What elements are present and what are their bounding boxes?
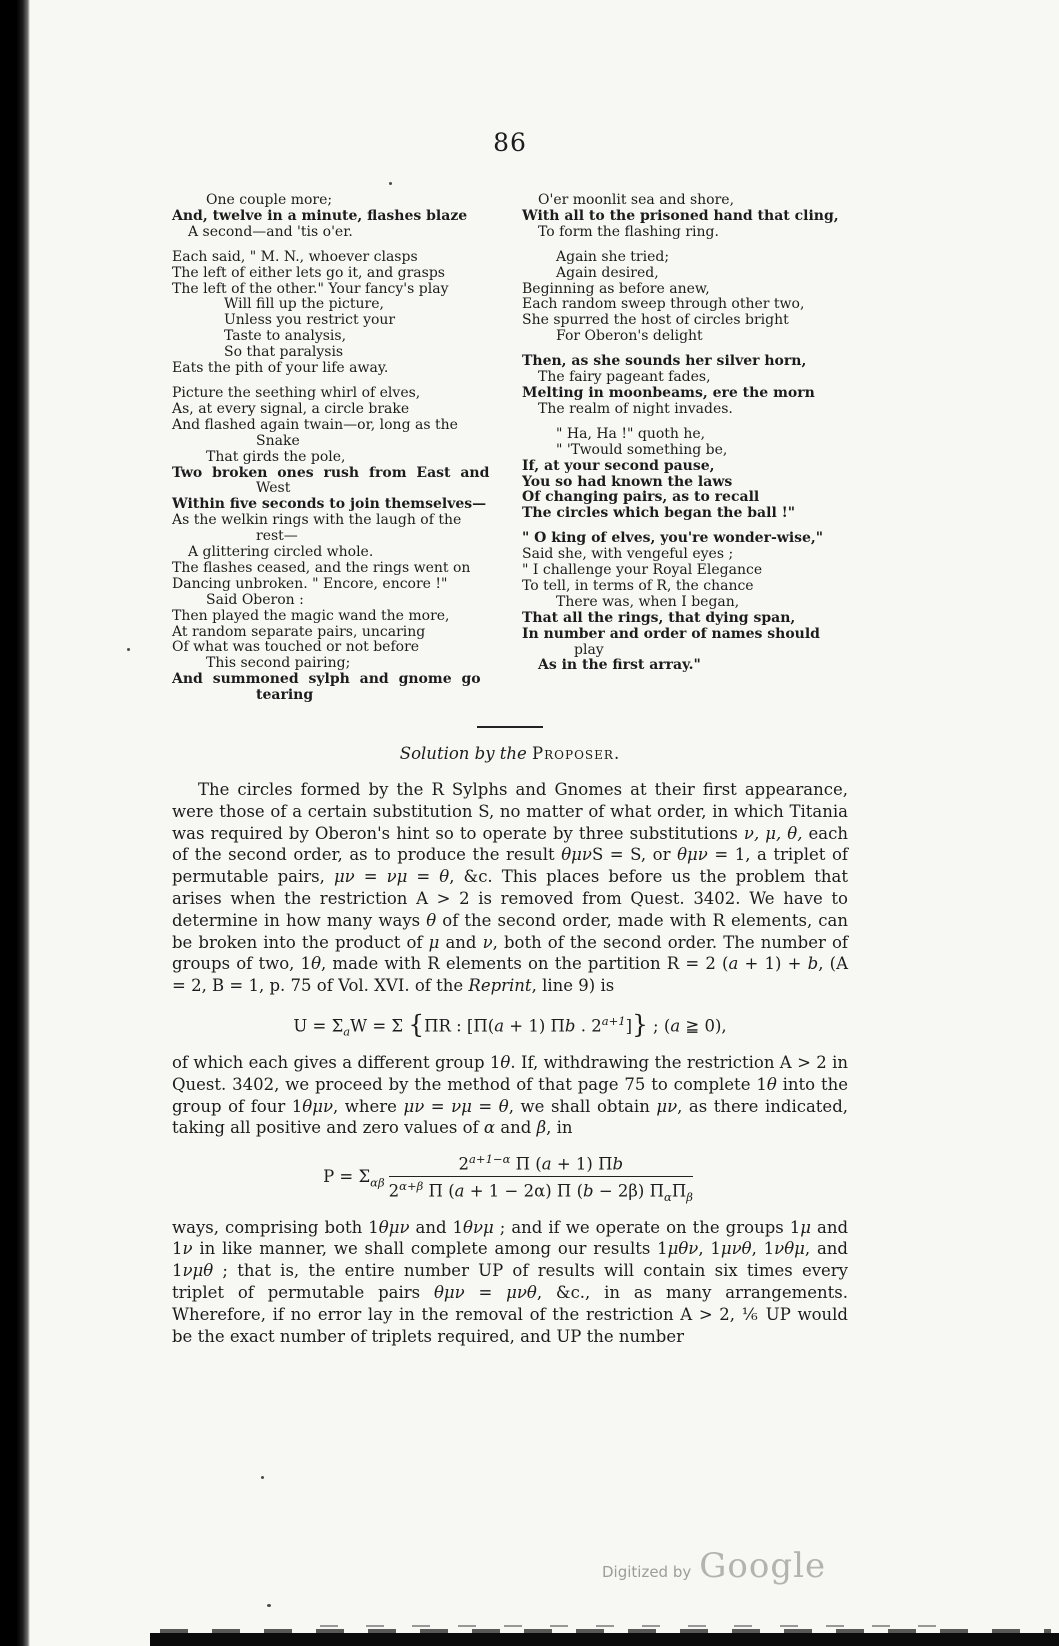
poem-line: That all the rings, that dying span, <box>522 609 796 626</box>
poem-line: tearing <box>256 687 314 704</box>
poem-line: Will fill up the picture, <box>224 296 384 313</box>
scan-speck <box>127 648 130 651</box>
poem-line: Said Oberon : <box>206 591 304 608</box>
poem-line: Melting in moonbeams, ere the morn <box>522 384 815 401</box>
poem-line: West <box>256 480 291 497</box>
poem-line: This second pairing; <box>206 655 351 672</box>
poem-line: Beginning as before anew, <box>522 280 710 297</box>
poem-line: Each said, " M. N., whoever clasps <box>172 248 418 265</box>
poem-line: O'er moonlit sea and shore, <box>538 192 735 208</box>
poem-line: As in the first array." <box>538 657 701 674</box>
poem-line: Snake <box>256 432 300 449</box>
poem-line: Dancing unbroken. " Encore, encore !" <box>172 575 448 592</box>
poem-left-column <box>172 193 498 704</box>
poem-line: Unless you restrict your <box>224 312 396 329</box>
poem-line: One couple more; <box>206 192 333 208</box>
google-watermark <box>602 1546 826 1586</box>
poem-line: With all to the prisoned hand that cling, <box>522 207 839 224</box>
poem-line: Of changing pairs, as to recall <box>522 489 760 506</box>
poem-line: The left of either lets go it, and grasps <box>172 264 445 281</box>
poem-line: Within five seconds to join themselves— <box>172 496 487 513</box>
poem-line: " 'Twould something be, <box>556 441 728 458</box>
poem-line: As, at every signal, a circle brake <box>172 400 410 417</box>
poem-line: A glittering circled whole. <box>188 544 374 561</box>
solution-heading <box>172 744 848 763</box>
scan-speck <box>389 182 392 185</box>
poem-line: There was, when I began, <box>556 593 740 610</box>
poem-line: Each random sweep through other two, <box>522 296 805 313</box>
poem-line: " I challenge your Royal Elegance <box>522 562 763 579</box>
poem-line: She spurred the host of circles bright <box>522 312 789 329</box>
poem-line: Two broken ones rush from East and <box>172 464 490 481</box>
poem-line: The fairy pageant fades, <box>538 369 711 386</box>
solution-heading-italic: Solution by the <box>399 744 533 764</box>
poem-line: play <box>574 641 604 658</box>
poem-line: rest— <box>256 528 298 545</box>
poem-line: To form the flashing ring. <box>538 223 719 240</box>
left-scan-edge <box>0 0 30 1646</box>
poem-line: In number and order of names should <box>522 625 820 642</box>
poem-line: At random separate pairs, uncaring <box>172 623 426 640</box>
scan-speck <box>267 1604 271 1607</box>
poem-line: And flashed again twain—or, long as the <box>172 416 458 433</box>
google-logo: Google <box>699 1546 827 1586</box>
poem-line: " Ha, Ha !" quoth he, <box>556 425 706 442</box>
equation-2-fraction <box>389 1152 693 1203</box>
poem-line: So that paralysis <box>224 344 344 361</box>
poem-line: Said she, with vengeful eyes ; <box>522 546 734 563</box>
equation-2-numerator: $2^{a+1-\alpha}$ Π (a + 1) Πb <box>389 1152 693 1177</box>
equation-2-denominator: $2^{\alpha+\beta}$ Π (a + 1 − 2α) Π (b − 2β) $\Pi_\alpha\Pi_\beta$ <box>388 1178 693 1204</box>
poem-line: As the welkin rings with the laugh of the <box>172 512 462 529</box>
poem-line: The circles which began the ball !" <box>522 505 796 522</box>
poem-line: Of what was touched or not before <box>172 639 420 656</box>
poem-line: The realm of night invades. <box>538 400 733 417</box>
poem-line: And summoned sylph and gnome go <box>172 671 481 688</box>
poem-line: For Oberon's delight <box>556 328 703 345</box>
equation-2 <box>172 1152 848 1203</box>
poem-right-column <box>522 193 848 704</box>
poem-line: A second—and 'tis o'er. <box>188 223 353 240</box>
solution-paragraph-2: of which each gives a different group 1θ. If, withdrawing the restriction A > 2 in Quest. 3402, we proceed by the method of that page 75 to complete 1θ into the group of four 1θμν, where μν = νμ = θ, we shall obtain μν, as there indicated, taking all positive and zero values of α and β, in <box>172 1053 849 1138</box>
scan-speck <box>261 1476 264 1479</box>
poem-line: Then, as she sounds her silver horn, <box>522 353 807 370</box>
poem-line: Eats the pith of your life away. <box>172 360 389 377</box>
bottom-scan-edge <box>150 1633 1059 1646</box>
digitized-by-label: Digitized by <box>602 1563 692 1581</box>
bottom-scan-artifact <box>320 1625 939 1627</box>
equation-2-lhs: $P = \Sigma_{\alpha\beta}$ <box>323 1167 385 1190</box>
poem-line: Again she tried; <box>556 248 670 265</box>
poem-line: Again desired, <box>556 264 659 281</box>
poem-line: If, at your second pause, <box>522 457 715 474</box>
poem-line: That girds the pole, <box>206 448 346 465</box>
section-rule <box>477 726 543 728</box>
equation-1: $U = \Sigma_aW = \Sigma$ {ΠR : [Π(a + 1) Πb . $2^{a+1}$]} ; (a ≧ 0), <box>293 1010 727 1040</box>
poem-line: The flashes ceased, and the rings went on <box>172 559 471 576</box>
poem-line: Picture the seething whirl of elves, <box>172 384 421 401</box>
poem-line: Taste to analysis, <box>224 328 347 345</box>
poem-line: And, twelve in a minute, flashes blaze <box>172 207 468 224</box>
solution-paragraph-1: The circles formed by the R Sylphs and Gnomes at their first appearance, were those of a certain substitution S, no matter of what order, in which Titania was required by Oberon's hint so to operate by three substitutions ν, μ, θ, each of the second order, as to produce the result θμνS = S, or θμν = 1, a triplet of permutable pairs, μν = νμ = θ, &c. This places before us the problem that arises when the restriction A > 2 is removed from Quest. 3402. We have to determine in how many ways θ of the second order, made with R elements, can be broken into the product of μ and ν, both of the second order. The number of groups of two, 1θ, made with R elements on the partition R = 2 (a + 1) + b, (A = 2, B = 1, p. 75 of Vol. XVI. of the Reprint, line 9) is <box>172 780 849 996</box>
poem-line: To tell, in terms of R, the chance <box>522 577 754 594</box>
solution-heading-smallcaps: Proposer. <box>532 744 621 764</box>
poem-line: You so had known the laws <box>522 473 733 490</box>
solution-paragraph-3: ways, comprising both 1θμν and 1θνμ ; and if we operate on the groups 1μ and 1ν in like manner, we shall complete among our results 1μθν, 1μνθ, 1νθμ, and 1νμθ ; that is, the entire number UP of results will contain six times every triplet of permutable pairs θμν = μνθ, &c., in as many arrangements. Wherefore, if no error lay in the removal of the restriction A > 2, ⅙ UP would be the exact number of triplets required, and UP the number <box>172 1217 849 1346</box>
page-content <box>172 128 848 1347</box>
poem-line: The left of the other." Your fancy's play <box>172 280 449 297</box>
poem-line: Then played the magic wand the more, <box>172 607 450 624</box>
poem-line: " O king of elves, you're wonder-wise," <box>522 530 824 547</box>
page-number: 86 <box>493 128 527 157</box>
poem-columns <box>172 193 848 704</box>
